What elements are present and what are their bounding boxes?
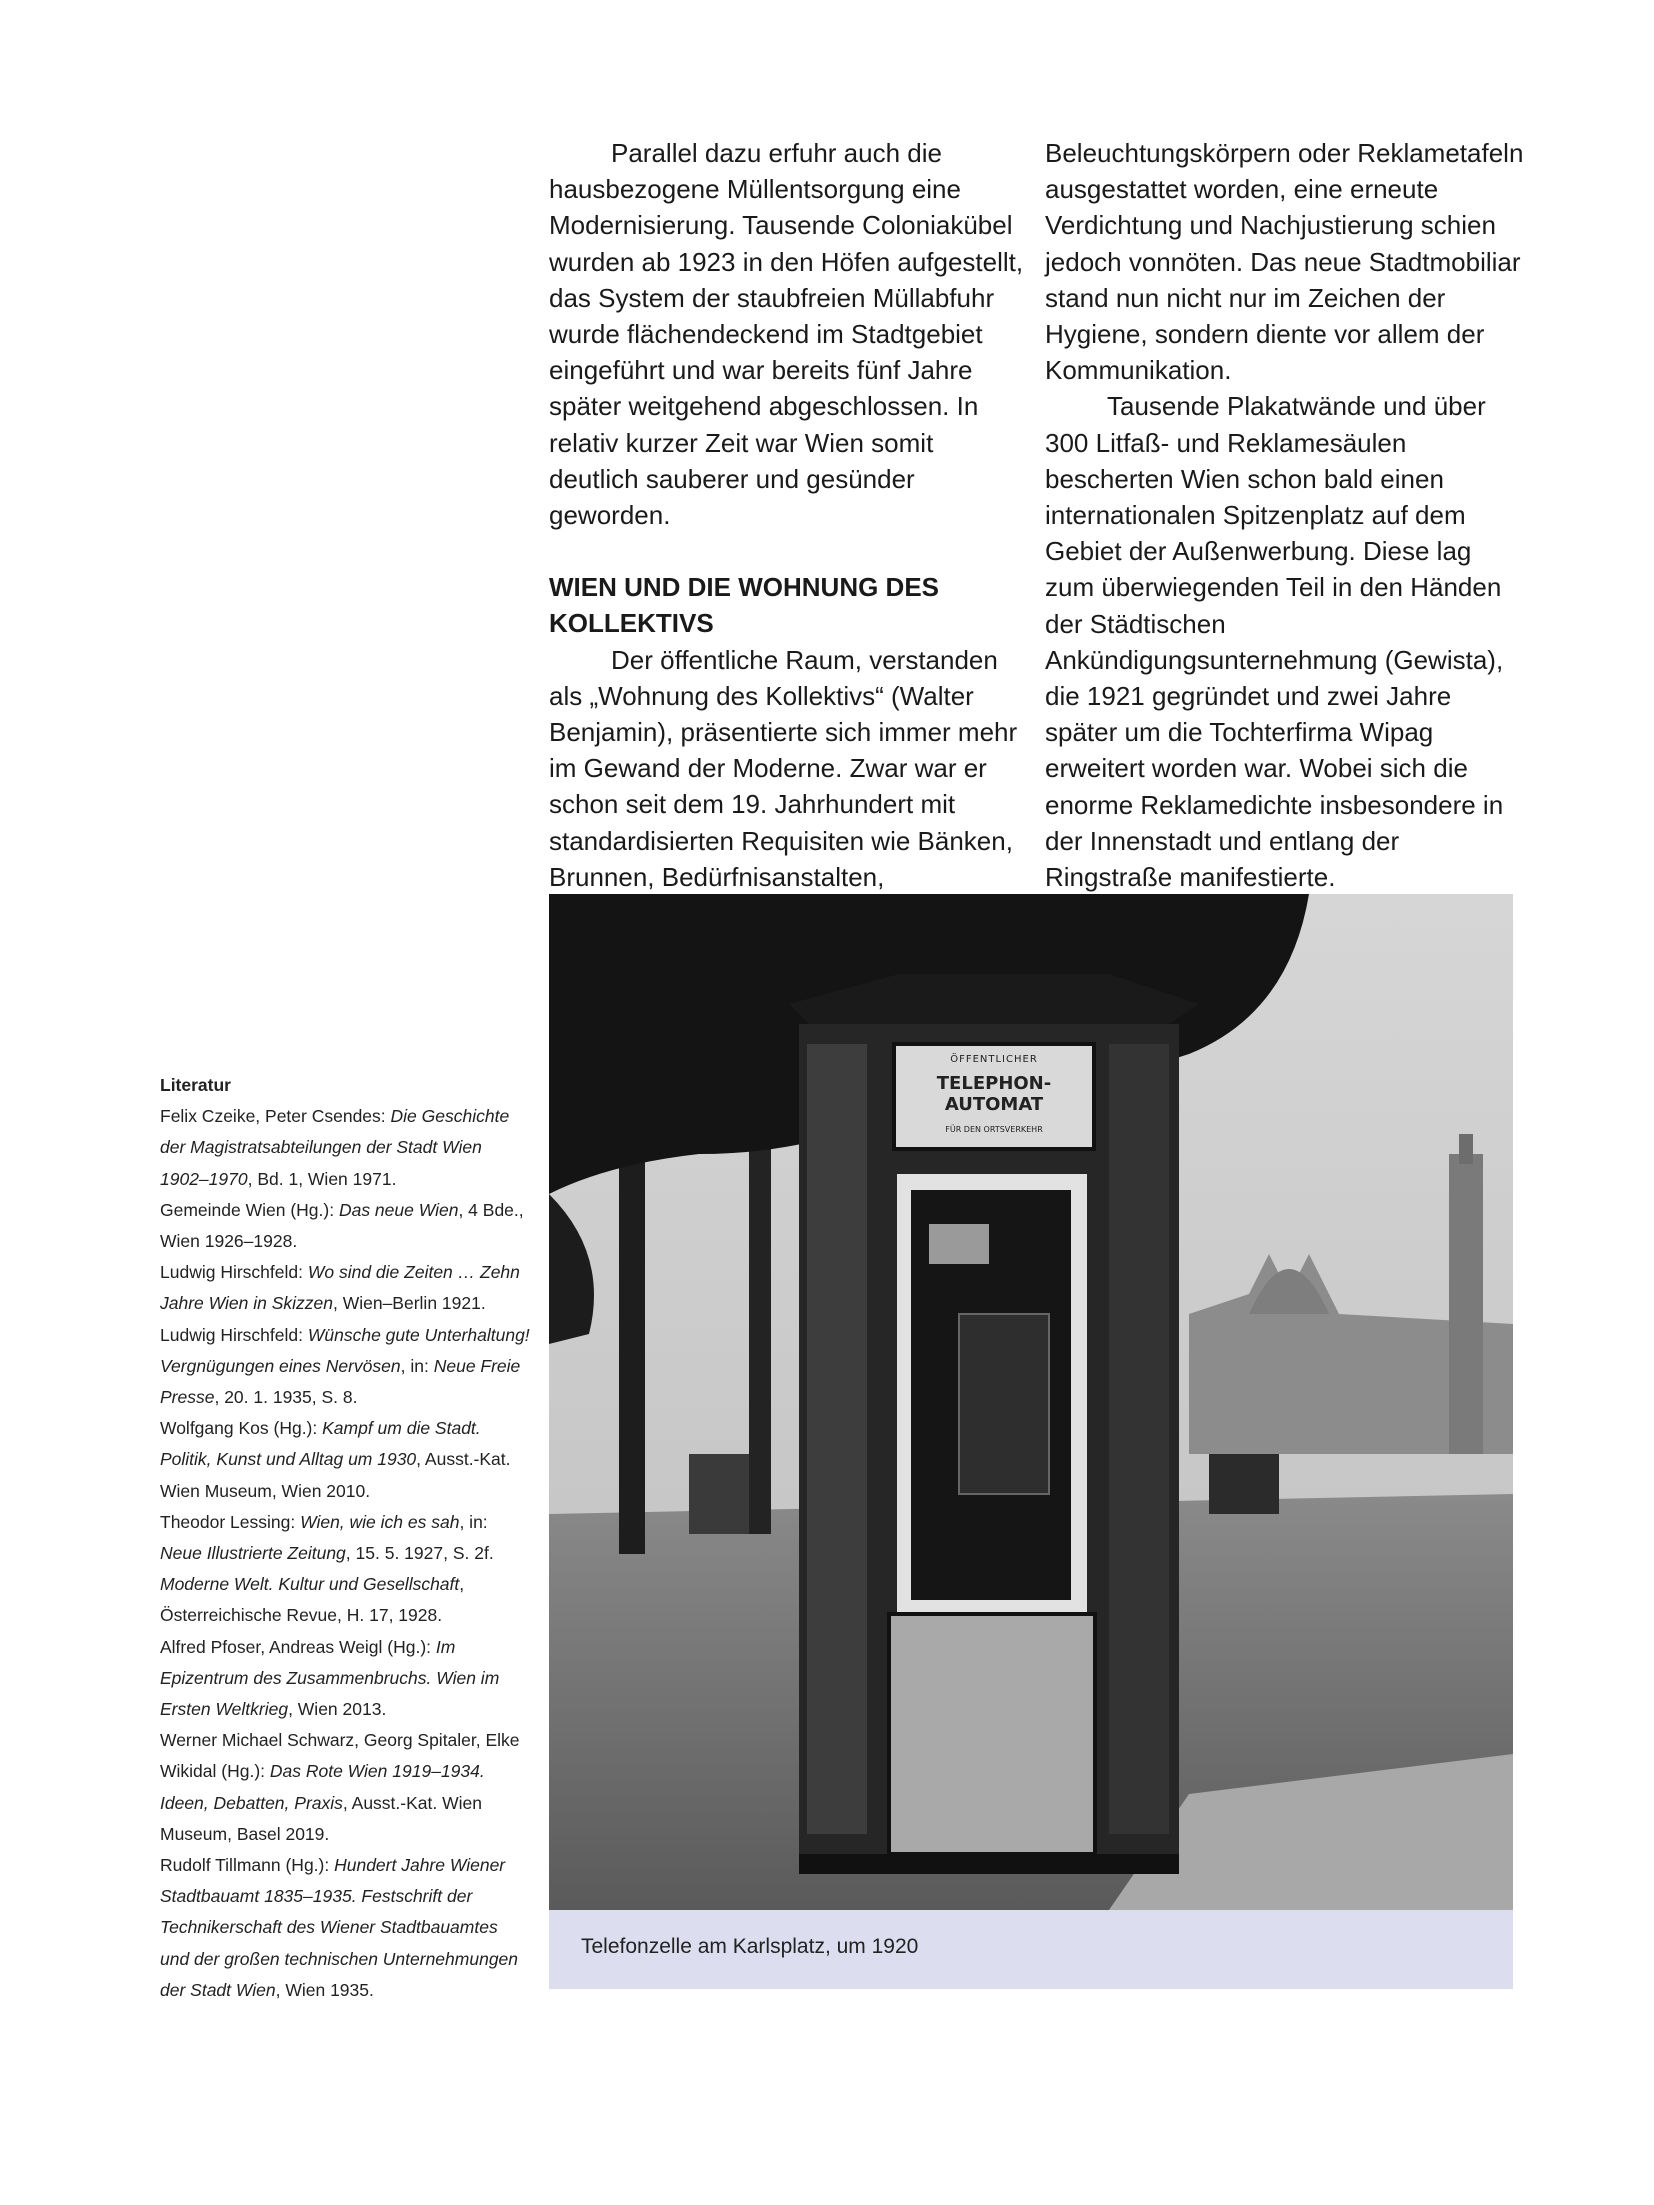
- literature-entry: Felix Czeike, Peter Csendes: Die Geschichte der Magistratsabteilungen der Stadt Wien 1902–1970, Bd. 1, Wien 1971.: [160, 1106, 510, 1189]
- literature-entry: Theodor Lessing: Wien, wie ich es sah, in: Neue Illustrierte Zeitung, 15. 5. 1927, S. 2f.: [160, 1511, 494, 1564]
- literature-sidebar: [160, 1070, 530, 2006]
- booth-sign: [894, 1054, 1094, 1134]
- booth-sign-line-2: TELEPHON-AUTOMAT: [936, 1073, 1052, 1115]
- literature-heading: Literatur: [160, 1075, 231, 1095]
- booth-sign-line-1: ÖFFENTLICHER: [950, 1054, 1038, 1065]
- section-heading-line-2: KOLLEKTIVS: [549, 608, 714, 639]
- photo-telephone-booth: [549, 894, 1513, 1910]
- photo-illustration: [549, 894, 1513, 1910]
- literature-entry: Wolfgang Kos (Hg.): Kampf um die Stadt. Politik, Kunst und Alltag um 1930, Ausst.-Kat. Wien Museum, Wien 2010.: [160, 1418, 511, 1501]
- photo-caption-bar: [549, 1910, 1513, 1989]
- literature-entry: Moderne Welt. Kultur und Gesellschaft, Österreichische Revue, H. 17, 1928.: [160, 1574, 465, 1626]
- photo-caption: Telefonzelle am Karlsplatz, um 1920: [581, 1935, 919, 1958]
- literature-list: [160, 1101, 530, 2006]
- paragraph: Beleuchtungskörpern oder Reklametafeln ausgestattet worden, eine erneute Verdichtung und Nachjustierung schien jedoch vonnöten. Das neue Stadtmobiliar stand nun nicht nur im Zeichen der Hygiene, sondern diente vor allem der Kommunikation.: [1045, 138, 1524, 386]
- literature-entry: Ludwig Hirschfeld: Wo sind die Zeiten … Zehn Jahre Wien in Skizzen, Wien–Berlin 1921.: [160, 1262, 520, 1314]
- literature-entry: Alfred Pfoser, Andreas Weigl (Hg.): Im Epizentrum des Zusammenbruchs. Wien im Ersten Weltkrieg, Wien 2013.: [160, 1636, 500, 1720]
- text-column-left: [549, 135, 1027, 895]
- section-heading: [549, 569, 1027, 641]
- text-column-right: [1045, 135, 1525, 895]
- section-heading-line-1: WIEN UND DIE WOHNUNG DES: [549, 572, 939, 603]
- booth-sign-line-3: FÜR DEN ORTSVERKEHR: [945, 1125, 1043, 1134]
- literature-entry: Rudolf Tillmann (Hg.): Hundert Jahre Wiener Stadtbauamt 1835–1935. Festschrift der Technikerschaft des Wiener Stadtbauamtes und der großen technischen Unternehmungen der Stadt Wien, Wien 1935.: [160, 1855, 519, 2000]
- paragraph: Parallel dazu erfuhr auch die hausbezogene Müllentsorgung eine Modernisierung. Tausende Coloniakübel wurden ab 1923 in den Höfen aufgestellt, das System der staubfreien Müllabfuhr wurde flächendeckend im Stadtgebiet eingeführt und war bereits fünf Jahre später weitgehend abgeschlossen. In relativ kurzer Zeit war Wien somit deutlich sauberer und gesünder geworden.: [549, 138, 1024, 531]
- paragraph: Tausende Plakatwände und über 300 Litfaß- und Reklamesäulen bescherten Wien schon bald einen internationalen Spitzenplatz auf dem Gebiet der Außenwerbung. Diese lag zum überwiegenden Teil in den Händen der Städtischen Ankündigungsunternehmung (Gewista), die 1921 gegründet und zwei Jahre später um die Tochterfirma Wipag erweitert worden war. Wobei sich die enorme Reklamedichte insbesondere in der Innenstadt und entlang der Ringstraße manifestierte.: [1045, 391, 1504, 893]
- literature-entry: Gemeinde Wien (Hg.): Das neue Wien, 4 Bde., Wien 1926–1928.: [160, 1199, 524, 1252]
- literature-entry: Ludwig Hirschfeld: Wünsche gute Unterhaltung! Vergnügungen eines Nervösen, in: Neue Freie Presse, 20. 1. 1935, S. 8.: [160, 1324, 530, 1408]
- paragraph: Der öffentliche Raum, verstanden als „Wohnung des Kollektivs“ (Walter Benjamin), präsentierte sich immer mehr im Gewand der Moderne. Zwar war er schon seit dem 19. Jahrhundert mit standardisierten Requisiten wie Bänken, Brunnen, Bedürfnisanstalten,: [549, 644, 1018, 892]
- literature-entry: Werner Michael Schwarz, Georg Spitaler, Elke Wikidal (Hg.): Das Rote Wien 1919–1934. Ideen, Debatten, Praxis, Ausst.-Kat. Wien Museum, Basel 2019.: [160, 1730, 520, 1844]
